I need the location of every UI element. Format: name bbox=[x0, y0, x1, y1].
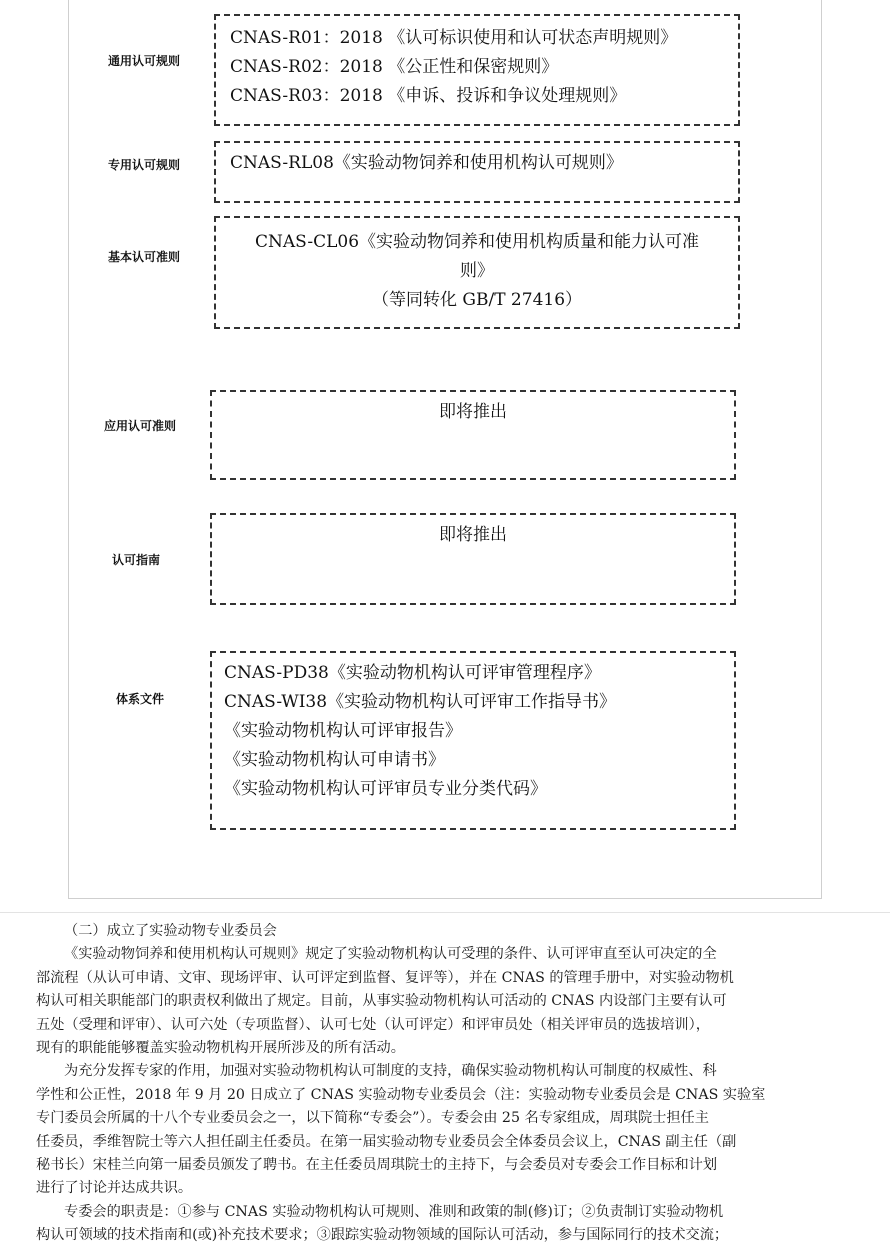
section-divider bbox=[0, 912, 890, 913]
paragraph-line: 秘书长）宋桂兰向第一届委员颁发了聘书。在主任委员周琪院士的主持下，与会委员对专委会工作目标和计划 bbox=[36, 1157, 718, 1174]
general-rule-line: CNAS-R01：2018 《认可标识使用和认可状态声明规则》 bbox=[230, 28, 678, 48]
system-document-line: CNAS-WI38《实验动物机构认可评审工作指导书》 bbox=[224, 692, 617, 712]
paragraph-line: 专门委员会所属的十八个专业委员会之一，以下简称“专委会”）。专委会由 25 名专家组成，周琪院士担任主 bbox=[36, 1110, 709, 1127]
row-label-specific-rules: 专用认可规则 bbox=[107, 158, 180, 172]
system-document-line: 《实验动物机构认可评审员专业分类代码》 bbox=[224, 779, 547, 799]
paragraph-line: 五处（受理和评审）、认可六处（专项监督）、认可七处（认可评定）和评审员处（相关评审员的选拔培训）， bbox=[36, 1016, 710, 1033]
article-body bbox=[36, 920, 874, 1248]
paragraph-line: 《实验动物饲养和使用机构认可规则》规定了实验动物机构认可受理的条件、认可评审直至认可决定的全 bbox=[64, 946, 717, 963]
row-label-accreditation-guide: 认可指南 bbox=[111, 553, 160, 567]
paragraph-line: 为充分发挥专家的作用，加强对实验动物机构认可制度的支持，确保实验动物机构认可制度的权威性、科 bbox=[64, 1063, 717, 1080]
paragraph-line: 构认可相关职能部门的职责权利做出了规定。目前，从事实验动物机构认可活动的 CNAS 内设部门主要有认可 bbox=[36, 993, 727, 1010]
specific-rules-box bbox=[214, 141, 740, 203]
paragraph-line: 学性和公正性，2018 年 9 月 20 日成立了 CNAS 实验动物专业委员会（注：实验动物专业委员会是 CNAS 实验室 bbox=[36, 1086, 766, 1103]
paragraph-line: 构认可领域的技术指南和(或)补充技术要求；③跟踪实验动物领域的国际认可活动，参与国际同行的技术交流； bbox=[36, 1227, 729, 1244]
paragraph-line: 现有的职能能够覆盖实验动物机构开展所涉及的所有活动。 bbox=[36, 1040, 405, 1057]
row-label-application-criteria: 应用认可准则 bbox=[103, 419, 176, 433]
specific-rule-line: CNAS-RL08《实验动物饲养和使用机构认可规则》 bbox=[230, 153, 623, 173]
basic-criteria-line: （等同转化 GB/T 27416） bbox=[371, 290, 583, 310]
general-rules-box bbox=[214, 14, 740, 126]
row-label-basic-criteria: 基本认可准则 bbox=[107, 250, 180, 264]
general-rule-line: CNAS-R02：2018 《公正性和保密规则》 bbox=[230, 57, 559, 77]
paragraph-line: 专委会的职责是：①参与 CNAS 实验动物机构认可规则、准则和政策的制(修)订；②负责制订实验动物机 bbox=[64, 1203, 724, 1220]
paragraph-line: 部流程（从认可申请、文审、现场评审、认可评定到监督、复评等），并在 CNAS 的管理手册中，对实验动物机 bbox=[36, 969, 734, 986]
system-documents-box bbox=[210, 651, 736, 830]
row-label-general-rules: 通用认可规则 bbox=[107, 54, 180, 68]
application-criteria-box bbox=[210, 390, 736, 480]
basic-criteria-box bbox=[214, 216, 740, 329]
system-document-line: CNAS-PD38《实验动物机构认可评审管理程序》 bbox=[224, 663, 601, 683]
coming-soon-text: 即将推出 bbox=[439, 402, 507, 422]
system-document-line: 《实验动物机构认可评审报告》 bbox=[224, 721, 462, 741]
coming-soon-text: 即将推出 bbox=[439, 525, 507, 545]
row-label-system-documents: 体系文件 bbox=[115, 692, 164, 706]
basic-criteria-line: 则》 bbox=[460, 261, 494, 281]
section-heading: （二）成立了实验动物专业委员会 bbox=[64, 923, 277, 939]
system-document-line: 《实验动物机构认可申请书》 bbox=[224, 750, 445, 770]
paragraph-line: 进行了讨论并达成共识。 bbox=[36, 1180, 193, 1197]
general-rule-line: CNAS-R03：2018 《申诉、投诉和争议处理规则》 bbox=[230, 86, 627, 106]
paragraph-line: 任委员，季维智院士等六人担任副主任委员。在第一届实验动物专业委员会全体委员会议上，CNAS 副主任（副 bbox=[36, 1133, 737, 1150]
accreditation-guide-box bbox=[210, 513, 736, 605]
basic-criteria-line: CNAS-CL06《实验动物饲养和使用机构质量和能力认可准 bbox=[254, 232, 700, 252]
